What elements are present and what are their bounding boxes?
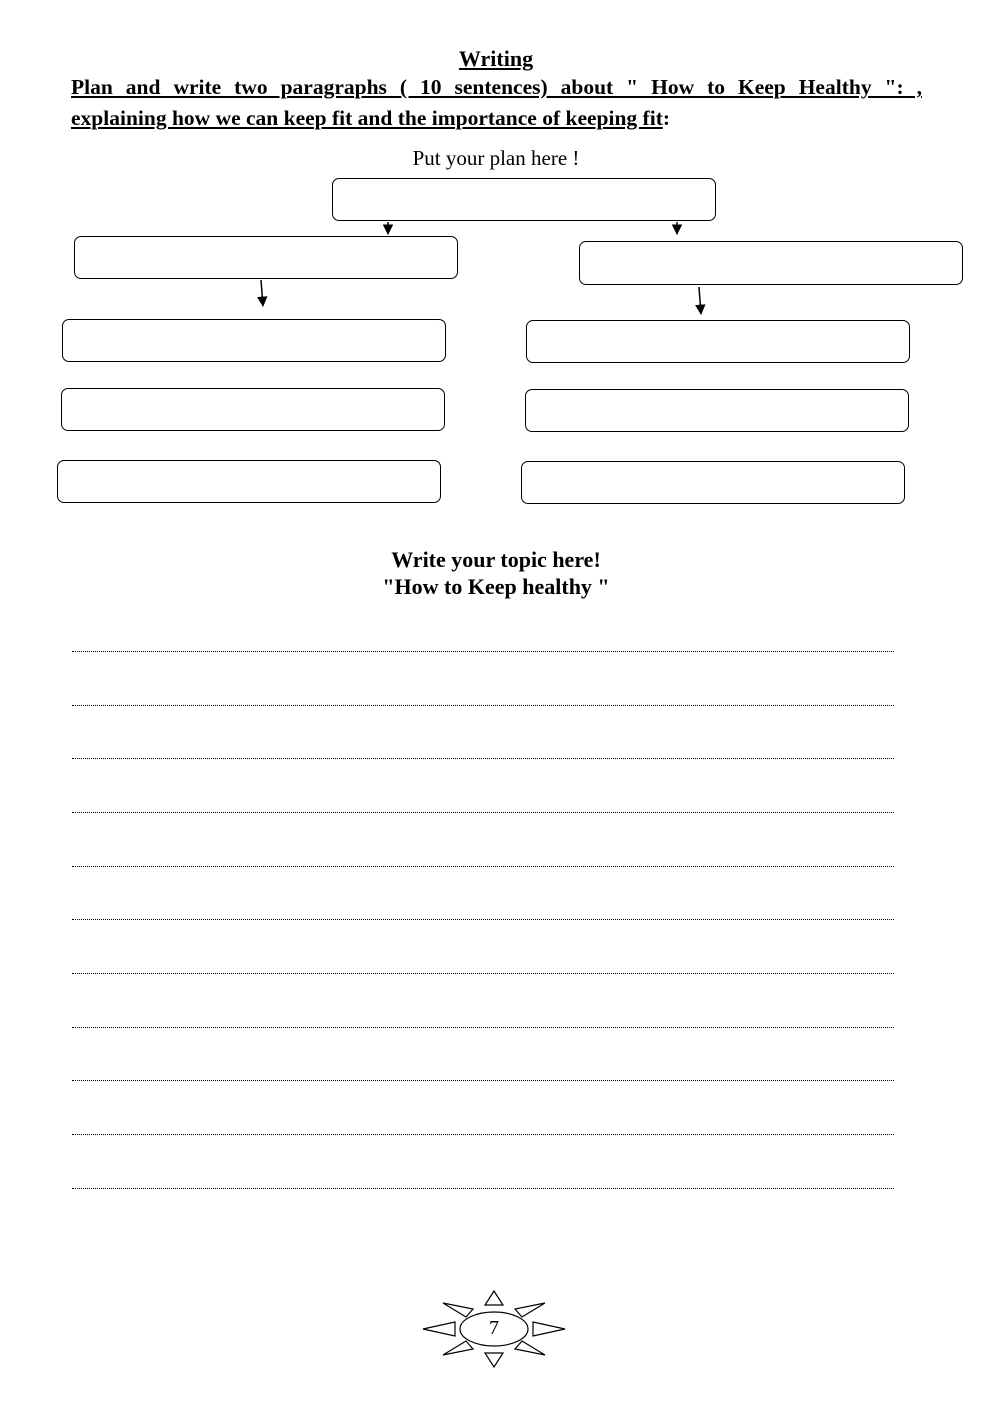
writing-line[interactable] — [72, 1080, 894, 1081]
writing-line[interactable] — [72, 812, 894, 813]
writing-line[interactable] — [72, 919, 894, 920]
instruction-underlined-text: explaining how we can keep fit and the importance of keeping fit — [71, 106, 663, 130]
plan-box-right-detail-1[interactable] — [526, 320, 910, 363]
writing-line[interactable] — [72, 1134, 894, 1135]
plan-box-right-heading[interactable] — [579, 241, 963, 285]
writing-line[interactable] — [72, 758, 894, 759]
plan-box-left-detail-2[interactable] — [61, 388, 445, 431]
instruction-line-1: Plan and write two paragraphs ( 10 sentences) about " How to Keep Healthy ": , — [71, 75, 922, 99]
plan-box-left-detail-3[interactable] — [57, 460, 441, 503]
plan-box-right-detail-2[interactable] — [525, 389, 909, 432]
writing-line[interactable] — [72, 705, 894, 706]
topic-title: "How to Keep healthy " — [382, 574, 610, 599]
arrow-right-heading-down — [699, 287, 701, 314]
writing-line[interactable] — [72, 866, 894, 867]
instruction-tail: : — [662, 106, 671, 130]
plan-prompt: Put your plan here ! — [412, 146, 580, 170]
writing-line[interactable] — [72, 1188, 894, 1189]
page-heading: Writing — [458, 46, 534, 71]
writing-line[interactable] — [72, 1027, 894, 1028]
page-number: 7 — [489, 1317, 499, 1339]
plan-box-main-topic[interactable] — [332, 178, 716, 221]
writing-line[interactable] — [72, 973, 894, 974]
plan-box-left-heading[interactable] — [74, 236, 458, 279]
topic-prompt: Write your topic here! — [391, 547, 601, 572]
writing-line[interactable] — [72, 651, 894, 652]
plan-box-left-detail-1[interactable] — [62, 319, 446, 362]
instruction-line-2 — [71, 106, 922, 131]
plan-box-right-detail-3[interactable] — [521, 461, 905, 504]
arrow-left-heading-down — [261, 280, 263, 306]
